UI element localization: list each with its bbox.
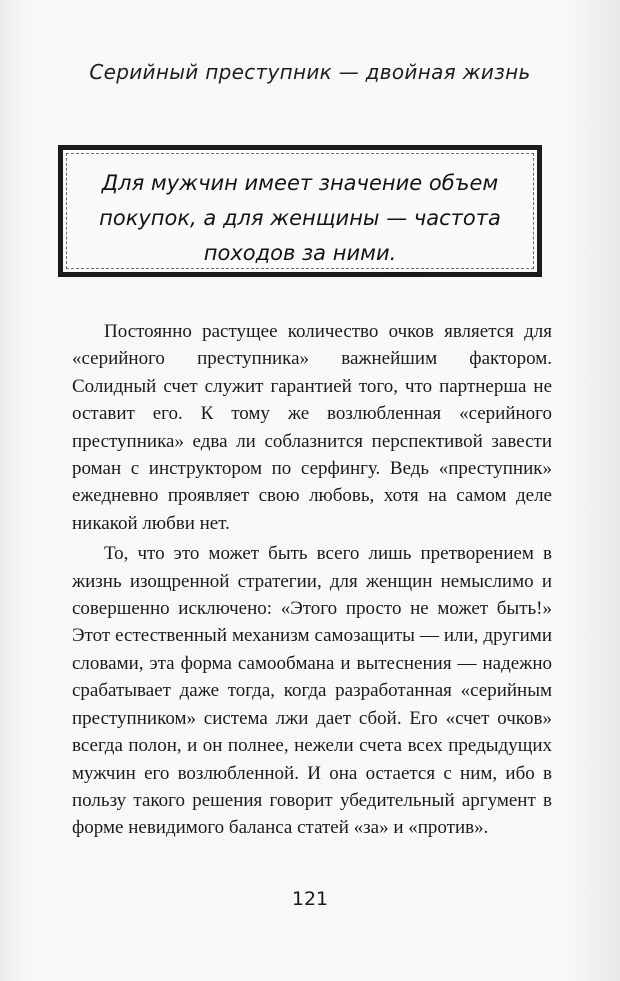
quote-callout-box	[58, 145, 542, 277]
body-text	[72, 318, 552, 842]
paragraph-1: Постоянно растущее количество очков является для «серийного преступника» важнейшим фактором. Солидный счет служит гарантией того, что партнерша не оставит его. К тому же возлюбленная «серийного преступника» едва ли соблазнится перспективой завести роман с инструктором по серфингу. Ведь «преступник» ежедневно проявляет свою любовь, хотя на самом деле никакой любви нет.	[72, 321, 552, 534]
quote-callout-text: Для мужчин имеет значение объем покупок, а для женщины — частота походов за ними.	[99, 171, 501, 265]
page-number: 121	[291, 888, 329, 910]
paragraph-2: То, что это может быть всего лишь претворением в жизнь изощренной стратегии, для женщин немыслимо и совершенно исключено: «Этого просто не может быть!» Этот естественный механизм самозащиты — или, другими словами, эта форма самообмана и вытеснения — надежно срабатывает даже тогда, когда разработанная «серийным преступником» система лжи дает сбой. Его «счет очков» всегда полон, и он полнее, нежели счета всех предыдущих мужчин его возлюбленной. И она остается с ним, ибо в пользу такого решения говорит убедительный аргумент в форме невидимого баланса статей «за» и «против».	[72, 543, 552, 839]
running-head: Серийный преступник — двойная жизнь	[89, 60, 531, 84]
